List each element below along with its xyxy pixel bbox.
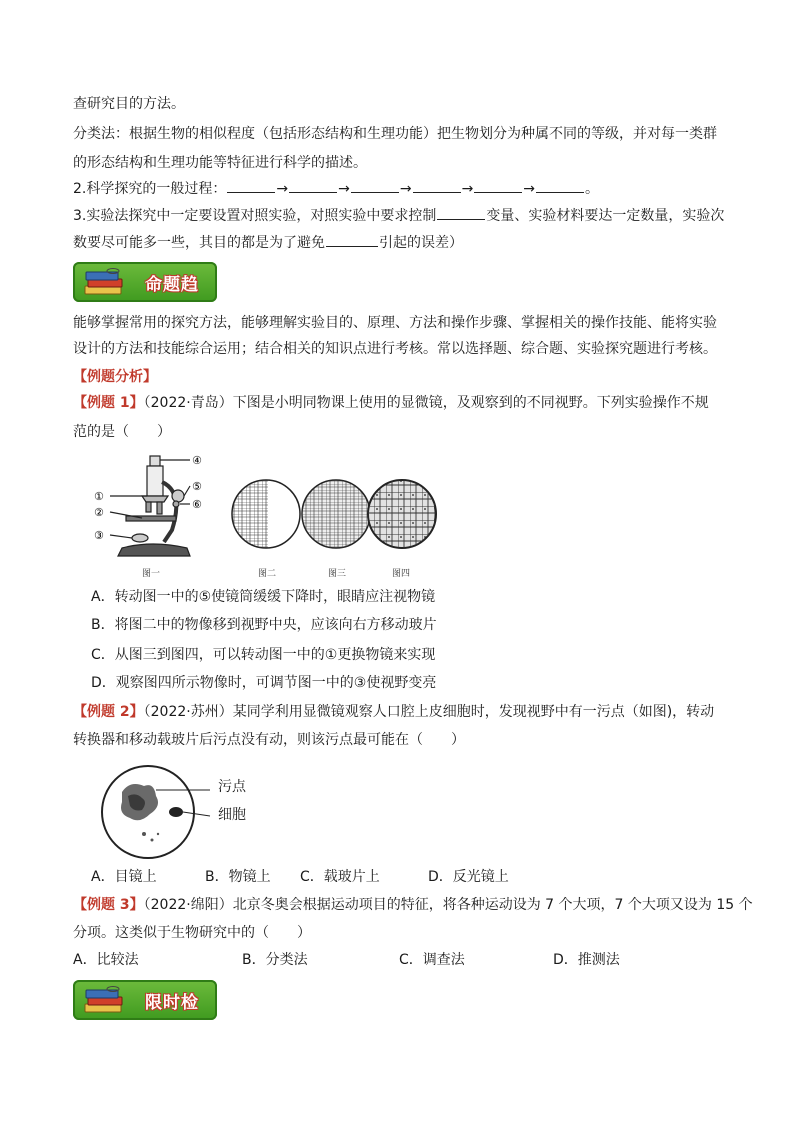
example-3-option-a[interactable]: A．比较法 [73,952,139,968]
example-3-option-b[interactable]: B．分类法 [242,952,308,968]
microscope-figure [92,452,212,570]
example-1-text: （2022·青岛）下图是小明同物课上使用的显微镜，及观察到的不同视野。下列实验操作不规 [143,395,709,411]
section-banner-timed-test [73,980,217,1020]
blank[interactable] [413,179,461,193]
example-2-option-b[interactable]: B．物镜上 [205,869,271,885]
example-1-option-d[interactable]: D．观察图四所示物像时，可调节图一中的③使视野变亮 [91,675,437,691]
blank[interactable] [227,179,275,193]
arrow: → [461,181,474,197]
example-2-tag: 【例题 2】 [73,704,144,720]
intro-line-2: 分类法：根据生物的相似程度（包括形态结构和生理功能）把生物划分为种属不同的等级，并对每一类群 [73,126,717,142]
example-3-option-d[interactable]: D．推测法 [553,952,620,968]
example-2-option-d[interactable]: D．反光镜上 [428,869,509,885]
example-2-line-2: 转换器和移动载玻片后污点没有动，则该污点最可能在（ ） [73,732,465,748]
trend-line-2: 设计的方法和技能综合运用；结合相关的知识点进行考核。常以选择题、综合题、实验探究题进行考核。 [73,341,717,357]
question-3-line-2 [73,233,463,252]
example-3-line-1 [73,896,753,914]
section-banner-trend [73,262,217,302]
q3-text-b: 变量、实验材料要达一定数量，实验次 [486,208,725,224]
figure-caption-1: 图一 [142,569,161,579]
label-spot: 污点 [218,779,246,795]
blank[interactable] [474,179,522,193]
intro-line-1: 查研究目的方法。 [73,96,185,112]
example-3-tag: 【例题 3】 [73,897,144,913]
banner-title: 限时检 [145,993,199,1013]
mark-2: ② [94,506,104,519]
example-3-option-c[interactable]: C．调查法 [399,952,465,968]
question-3-line-1 [73,206,724,225]
mark-6: ⑥ [192,498,202,511]
figure-caption-2: 图二 [258,569,277,579]
q3-text-d: 引起的误差） [379,235,463,251]
example-1-option-a[interactable]: A．转动图一中的⑤使镜筒缓缓下降时，眼睛应注视物镜 [91,589,436,605]
question-2 [73,179,599,198]
label-cell: 细胞 [218,807,246,823]
q3-text-c: 数要尽可能多一些，其目的都是为了避免 [73,235,325,251]
example-1-option-b[interactable]: B．将图二中的物像移到视野中央，应该向右方移动玻片 [91,617,437,633]
mark-1: ① [94,490,104,503]
arrow: → [399,181,412,197]
example-1-option-c[interactable]: C．从图三到图四，可以转动图一中的①更换物镜来实现 [91,647,436,663]
mark-3: ③ [94,529,104,542]
banner-title: 命题趋 [145,275,199,295]
blank[interactable] [326,233,378,247]
example-2-option-a[interactable]: A．目镜上 [91,869,157,885]
mark-5: ⑤ [192,480,202,493]
example-1-line-1 [73,394,709,412]
q3-text-a: 3.实验法探究中一定要设置对照实验，对照实验中要求控制 [73,208,437,224]
example-2-text: （2022·苏州）某同学利用显微镜观察人口腔上皮细胞时，发现视野中有一污点（如图)，转动 [143,704,715,720]
example-3-text: （2022·绵阳）北京冬奥会根据运动项目的特征，将各种运动设为 7 个大项，7 个大项又设为 15 个 [143,897,753,913]
trend-line-1: 能够掌握常用的探究方法，能够理解实验目的、原理、方法和操作步骤、掌握相关的操作技能、能将实验 [73,315,717,331]
cell-view-figure [92,762,212,862]
example-1-line-2: 范的是（ ） [73,424,171,440]
blank[interactable] [536,179,584,193]
figure-caption-4: 图四 [392,569,411,579]
q2-prefix: 2.科学探究的一般过程： [73,181,227,197]
blank[interactable] [437,206,485,220]
blank[interactable] [351,179,399,193]
mark-4: ④ [192,454,202,467]
arrow: → [523,181,536,197]
intro-line-3: 的形态结构和生理功能等特征进行科学的描述。 [73,155,367,171]
section-title: 【例题分析】 [73,369,157,385]
example-2-option-c[interactable]: C．载玻片上 [300,869,380,885]
blank[interactable] [289,179,337,193]
microscope-views [230,478,440,552]
example-1-tag: 【例题 1】 [73,395,144,411]
arrow: → [276,181,289,197]
end-mark: 。 [585,181,600,197]
figure-caption-3: 图三 [328,569,347,579]
example-3-line-2: 分项。这类似于生物研究中的（ ） [73,925,311,941]
example-2-line-1 [73,703,714,721]
arrow: → [338,181,350,197]
books-icon [83,268,127,298]
books-icon [83,986,127,1016]
